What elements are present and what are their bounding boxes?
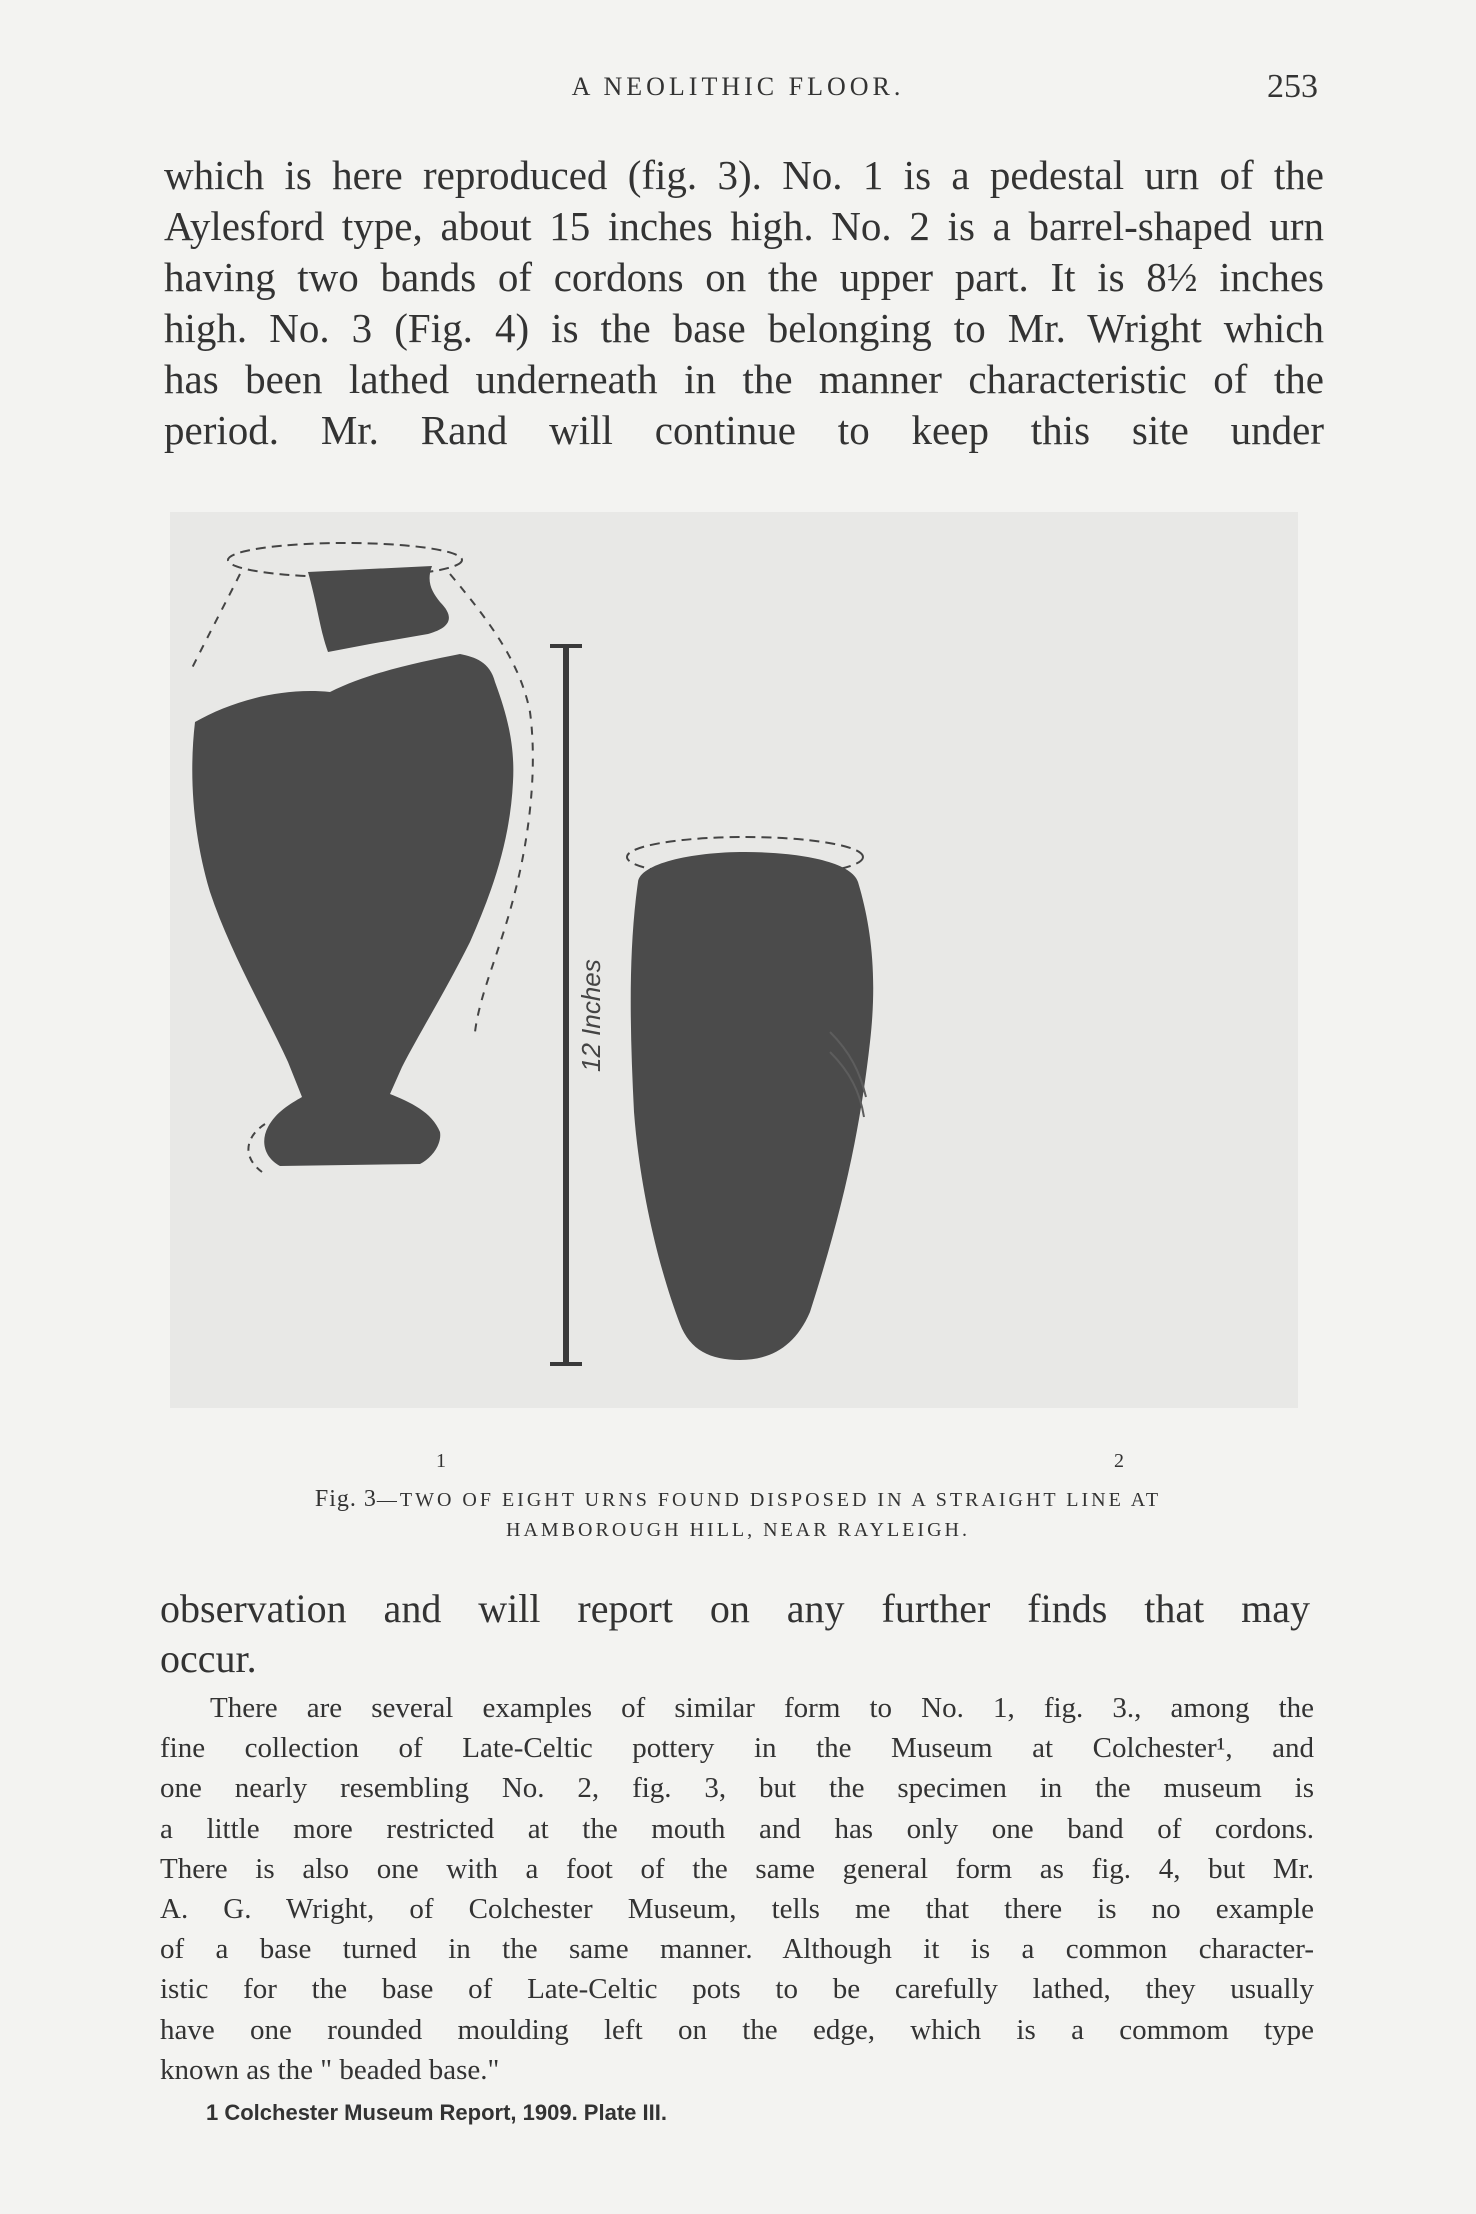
text-line: period. Mr. Rand will continue to keep this site under [164, 407, 1324, 453]
urn-photograph [170, 512, 1298, 1408]
text-line: high. No. 3 (Fig. 4) is the base belonging to Mr. Wright which [164, 305, 1324, 351]
text-line: has been lathed underneath in the manner characteristic of the [164, 356, 1324, 402]
small-paragraph [160, 1688, 1314, 2090]
caption-line-2: HAMBOROUGH HILL, NEAR RAYLEIGH. [506, 1519, 970, 1541]
text-line: having two bands of cordons on the upper part. It is 8½ inches [164, 254, 1324, 300]
text-line: fine collection of Late-Celtic pottery in the Museum at Colchester¹, and [160, 1732, 1314, 1765]
text-line: occur. [160, 1636, 257, 1681]
footnote: 1 Colchester Museum Report, 1909. Plate III. [206, 2100, 667, 2125]
text-line: observation and will report on any further finds that may [160, 1586, 1310, 1631]
scale-label: 12 Inches [576, 959, 606, 1072]
text-line: A. G. Wright, of Colchester Museum, tells me that there is no example [160, 1893, 1314, 1926]
text-line: which is here reproduced (fig. 3). No. 1 is a pedestal urn of the [164, 152, 1324, 198]
caption-line-1: —TWO OF EIGHT URNS FOUND DISPOSED IN A STRAIGHT LINE AT [376, 1489, 1162, 1511]
urn-number-2: 2 [1114, 1450, 1124, 1472]
text-line: Aylesford type, about 15 inches high. No. 2 is a barrel-shaped urn [164, 203, 1324, 249]
running-title: A NEOLITHIC FLOOR. [571, 72, 905, 101]
text-line: known as the " beaded base." [160, 2053, 500, 2086]
text-line: There is also one with a foot of the same general form as fig. 4, but Mr. [160, 1852, 1314, 1885]
middle-paragraph [160, 1584, 1310, 1684]
text-line: one nearly resembling No. 2, fig. 3, but the specimen in the museum is [160, 1772, 1314, 1805]
text-line: istic for the base of Late-Celtic pots to be carefully lathed, they usually [160, 1973, 1314, 2006]
urn-number-1: 1 [436, 1450, 446, 1472]
text-line: of a base turned in the same manner. Although it is a common character- [160, 1933, 1314, 1966]
text-line: There are several examples of similar form to No. 1, fig. 3., among the [210, 1692, 1314, 1724]
page-number: 253 [1267, 68, 1318, 105]
figure-label: Fig. 3 [314, 1486, 377, 1512]
text-line: have one rounded moulding left on the edge, which is a commom type [160, 2013, 1314, 2046]
figure-numbers [0, 1450, 1476, 1480]
figure-caption [150, 1484, 1326, 1545]
urn-illustration [170, 512, 1298, 1408]
text-line: a little more restricted at the mouth and has only one band of cordons. [160, 1812, 1314, 1845]
top-paragraph [164, 150, 1324, 456]
